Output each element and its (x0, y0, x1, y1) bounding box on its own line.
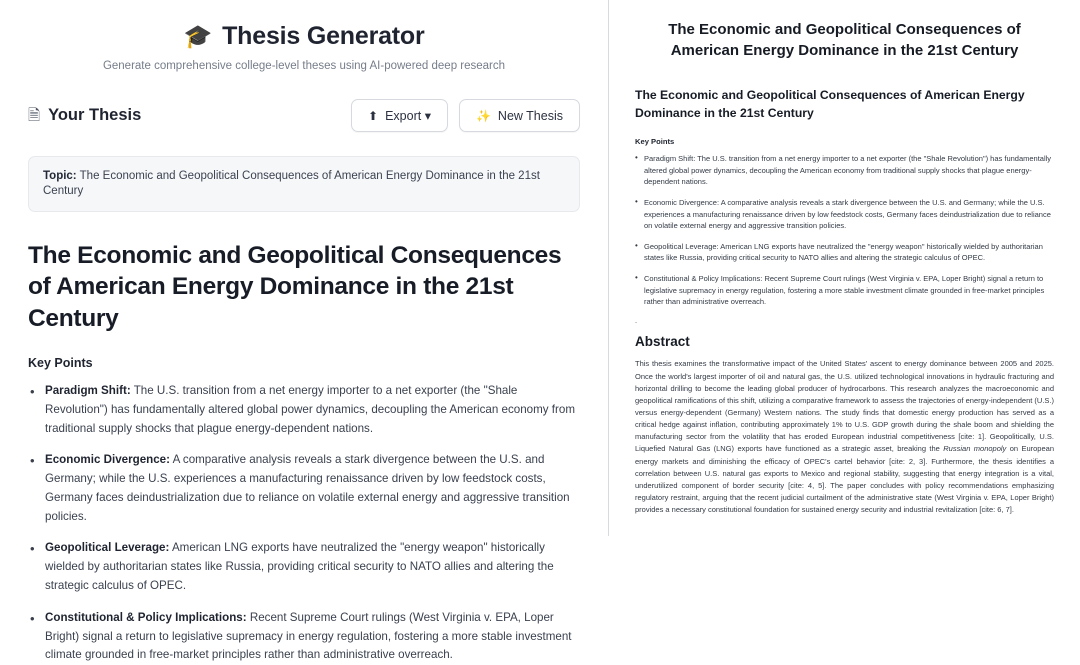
preview-heading: The Economic and Geopolitical Consequences of American Energy Dominance in the 21st Century (635, 88, 1025, 120)
list-item: • Paradigm Shift: The U.S. transition from a net energy importer to a net exporter (the "Shale Revolution") has fundamentally altered global power dynamics, decoupling the American economy from traditional supply shocks that plague energy-dependent nations. (635, 153, 1054, 188)
export-button-label: Export ▾ (385, 109, 431, 123)
abstract-part-1: This thesis examines the transformative impact of the United States' ascent to energy dominance between 2005 and 2025. Once the world's largest importer of oil and natural gas, the U.S. utilized technological innovations in hydraulic fracturing and horizontal drilling to become the leading global producer of hydrocarbons. This research analyzes the macroeconomic and geopolitical ramifications of this shift, utilizing a comparative framework to assess the trajectories of energy-independent (U.S.) versus energy-dependent (Germany) Western nations. The study finds that domestic energy production has served as a critical hedge against inflation, contributing approximately 1% to U.S. GDP growth during the shale boom and shielding the manufacturing sector from the volatility that has eroded European industrial competitiveness [cite: 1]. Geopolitically, U.S. Liquefied Natural Gas (LNG) exports have functioned as a strategic asset, breaking the (635, 359, 1054, 454)
graduation-cap-icon: 🎓 (183, 23, 213, 49)
thesis-toolbar-left (28, 106, 141, 125)
bullet-label: Economic Divergence: (45, 453, 170, 467)
app-title: Thesis Generator (222, 22, 425, 50)
app-title-row (28, 22, 580, 51)
topic-banner (28, 156, 580, 212)
list-item (28, 609, 580, 665)
bullet-text: A comparative analysis reveals a stark divergence between the U.S. and Germany; while the U.S. experiences a manufacturing renaissance driven by low feedstock costs, Germany faces deindustrialization due to reliance on volatile external energy and aggressive transition policies. (45, 453, 570, 523)
preview-pane (609, 0, 1080, 536)
preview-trailing-dot: . (635, 315, 638, 325)
list-item (28, 539, 580, 595)
app-subtitle: Generate comprehensive college-level theses using AI-powered deep research (102, 60, 506, 72)
bullet-label: Constitutional & Policy Implications: (45, 610, 247, 624)
new-thesis-button-label: New Thesis (497, 108, 563, 123)
export-button[interactable] (351, 99, 448, 132)
list-item (28, 451, 580, 526)
new-thesis-button[interactable] (459, 99, 580, 132)
upload-icon: ⬆ (368, 108, 379, 123)
list-item (28, 382, 580, 438)
sparkle-icon: ✨ (475, 108, 491, 123)
key-points-list (28, 382, 580, 665)
app-header (28, 0, 580, 72)
abstract-part-2: on European energy markets and diminishing the efficacy of OPEC's cartel behavior [cite: 2, 3]. Furthermore, the thesis identifies a correlation between U.S. natural gas exports to Mexico and regional stability, suggesting that energy integration is a vital, underutilized component of border security [cite: 4, 5]. The paper concludes with policy recommendations emphasizing regulatory restraint, arguing that the recent judicial curtailment of the administrative state (West Virginia v. EPA, Loper Bright) provides a necessary constitutional foundation for sustained energy security and industrial revitalization [cite: 6, 7]. (635, 444, 1054, 515)
key-points-heading: Key Points (28, 355, 93, 370)
preview-key-points-heading: Key Points (635, 137, 675, 147)
abstract-italic-1: Russian monopoly (943, 444, 1007, 454)
abstract-heading: Abstract (635, 334, 690, 350)
list-item: • Geopolitical Leverage: American LNG exports have neutralized the "energy weapon" historically wielded by authoritarian states like Russia, providing critical security to NATO allies and altering the strategic calculus of OPEC. (635, 241, 1054, 264)
thesis-toolbar-right (351, 99, 580, 132)
topic-label: Topic: (43, 170, 77, 182)
abstract-body (635, 358, 1054, 516)
bullet-text: Recent Supreme Court rulings (West Virginia v. EPA, Loper Bright) signal a return to legislative supremacy in energy regulation, fostering a more stable investment climate grounded in free-market principles rather than administrative overreach. (45, 610, 572, 662)
list-item: • Economic Divergence: A comparative analysis reveals a stark divergence between the U.S. and Germany; while the U.S. experiences a manufacturing renaissance driven by low feedstock costs, Germany faces deindustrialization due to reliance on volatile external energy and aggressive transition policies. (635, 197, 1054, 232)
list-item: • Constitutional & Policy Implications: Recent Supreme Court rulings (West Virginia v. EPA, Loper Bright) signal a return to legislative supremacy in energy regulation, fostering a more stable investment climate grounded in free-market principles rather than administrative overreach. (635, 273, 1054, 308)
preview-key-points-list (635, 153, 1054, 308)
preview-page-title: The Economic and Geopolitical Consequences of American Energy Dominance in the 21st Century (668, 21, 1021, 59)
thesis-section-title: Your Thesis (48, 106, 142, 124)
bullet-label: Geopolitical Leverage: (45, 541, 170, 555)
document-icon: 🗎 (28, 107, 41, 124)
thesis-title: The Economic and Geopolitical Consequences of American Energy Dominance in the 21st Century (28, 241, 562, 332)
topic-value: The Economic and Geopolitical Consequences of American Energy Dominance in the 21st Century (43, 170, 540, 197)
bullet-text: The U.S. transition from a net energy importer to a net exporter (the "Shale Revolution") has fundamentally altered global power dynamics, decoupling the American economy from traditional supply shocks that plague energy-dependent nations. (45, 383, 575, 435)
thesis-toolbar (28, 99, 580, 132)
bullet-label: Paradigm Shift: (45, 383, 131, 397)
bullet-text: American LNG exports have neutralized the "energy weapon" historically wielded by authoritarian states like Russia, providing critical security to NATO allies and altering the strategic calculus of OPEC. (45, 541, 554, 592)
